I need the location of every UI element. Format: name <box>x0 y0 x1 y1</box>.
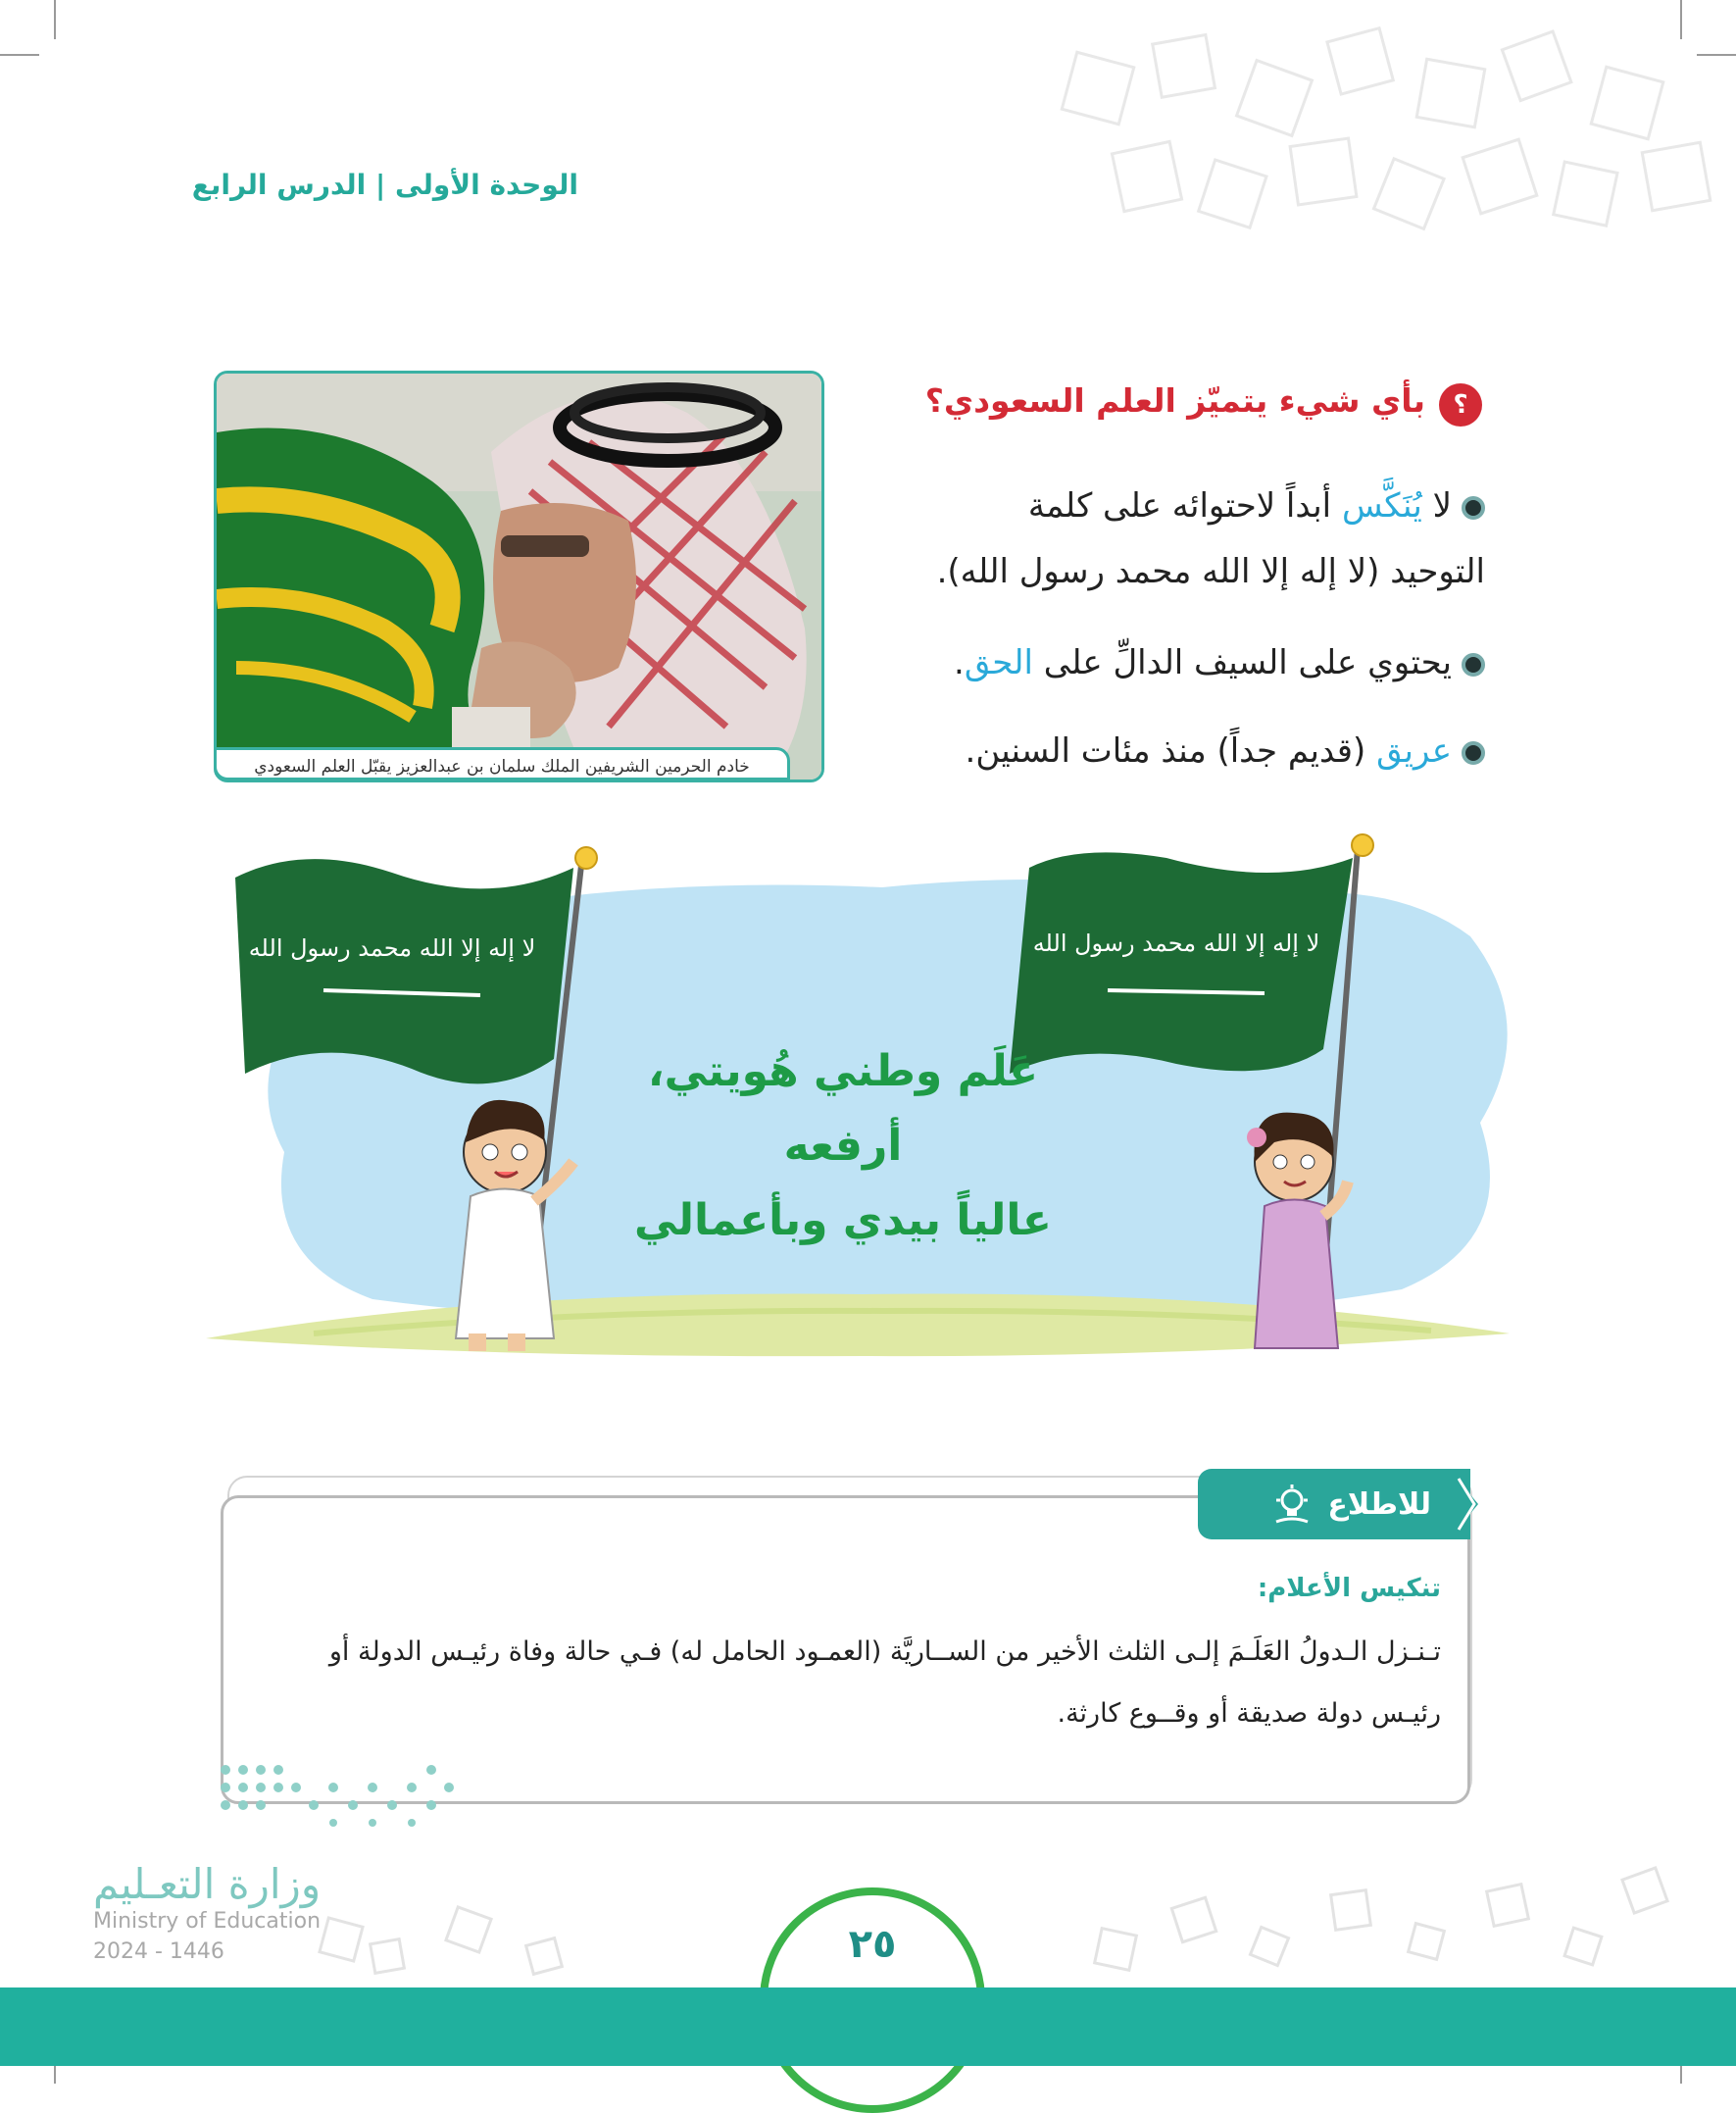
bullet-highlight: يُنَكَّس <box>1341 486 1422 526</box>
bullet-text: . <box>954 643 965 682</box>
right-flag-text <box>1033 930 1320 958</box>
bullet-icon <box>1462 653 1485 677</box>
bullet-icon <box>1462 741 1485 765</box>
bullet-item <box>833 632 1485 693</box>
bullet-text: (قديم جداً) منذ مئات السنين. <box>965 731 1377 771</box>
bullet-item <box>833 476 1485 536</box>
info-subtitle: تنكيس الأعلام: <box>1257 1574 1441 1603</box>
decorative-pattern <box>1010 20 1735 275</box>
bullet-text: أبداً لاحتوائه على كلمة <box>1027 486 1342 526</box>
ministry-name-english: Ministry of Education <box>93 1909 322 1934</box>
lightbulb-icon <box>1270 1483 1314 1526</box>
question-text: بأي شيء يتميّز العلم السعودي؟ <box>924 381 1425 420</box>
ministry-year: 2024 - 1446 <box>93 1939 224 1964</box>
ministry-name-arabic: وزارة التعـليم <box>93 1860 322 1908</box>
bullet-highlight: الحق <box>964 643 1033 682</box>
ministry-logo-dots <box>216 1760 461 1838</box>
bullet-highlight: عريق <box>1376 731 1452 771</box>
king-photo <box>214 371 824 782</box>
question-badge: ؟ <box>1439 383 1482 427</box>
crop-mark <box>54 0 56 39</box>
bullet-item <box>833 721 1485 781</box>
bullet-continuation: التوحيد (لا إله إلا الله محمد رسول الله). <box>936 552 1485 591</box>
slogan-line-1: عَلَم وطني هُويتي، أرفعه <box>647 1046 1039 1171</box>
photo-caption: خادم الحرمين الشريفين الملك سلمان بن عبدالعزيز يقبّل العلم السعودي <box>214 747 790 780</box>
info-tab-label: للاطلاع <box>1327 1486 1431 1522</box>
unit-lesson-title: الوحدة الأولى | الدرس الرابع <box>191 169 578 201</box>
question-row <box>863 377 1482 436</box>
info-tab <box>1198 1469 1470 1539</box>
bullet-text: يحتوي على السيف الدالِّ على <box>1032 643 1452 682</box>
info-paragraph-line-1: تـنـزل الـدولُ العَلَـمَ إلـى الثلث الأخير من الســاريَّة (العمـود الحامل له) فـي حالة وفاة رئيـس الدولة أو <box>328 1636 1441 1667</box>
info-tab-chevron <box>1449 1469 1478 1539</box>
slogan-line-2: عالياً بيدي وبأعمالي <box>634 1195 1052 1245</box>
slogan <box>608 1034 1078 1258</box>
footer-bar <box>0 1987 1736 2066</box>
left-flag-text <box>249 934 536 963</box>
crop-mark <box>0 54 39 56</box>
bullet-icon <box>1462 496 1485 520</box>
page-number: ٢٥ <box>848 1922 897 1967</box>
svg-text:لا إله إلا الله محمد رسول الله: لا إله إلا الله محمد رسول الله <box>248 934 536 962</box>
svg-text:لا إله إلا الله محمد رسول الله: لا إله إلا الله محمد رسول الله <box>1032 930 1320 957</box>
bullet-text: لا <box>1421 486 1452 526</box>
info-paragraph-line-2: رئيـس دولة صديقة أو وقــوع كارثة. <box>1057 1698 1441 1729</box>
